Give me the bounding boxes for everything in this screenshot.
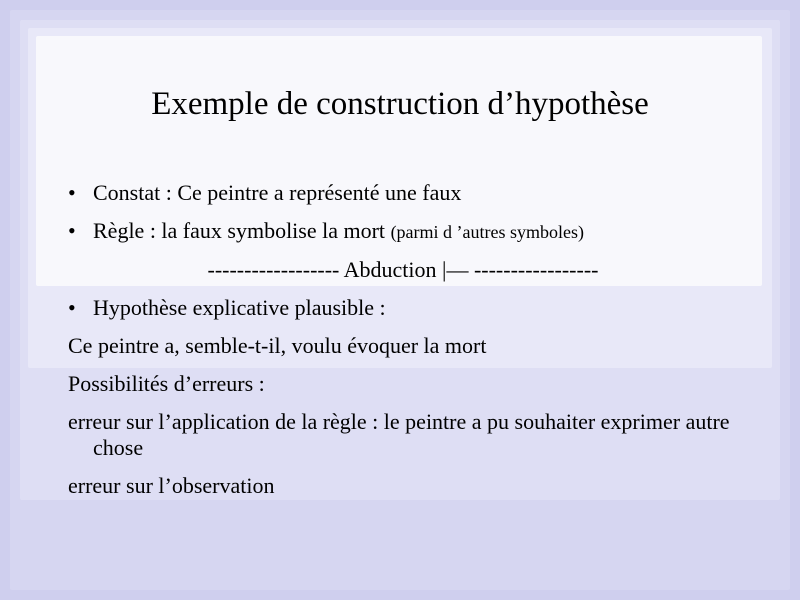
bullet-constat [68,180,768,206]
bullet-text: Hypothèse explicative plausible : [93,295,386,320]
text-line-erreur-regle: erreur sur l’application de la règle : le peintre a pu souhaiter exprimer autre chose [68,409,730,460]
text-line-erreur-observation: erreur sur l’observation [68,473,275,498]
bullet-marker: • [68,218,76,243]
text-line-possibilites: Possibilités d’erreurs : [68,371,265,396]
slide-body [68,180,768,511]
slide-title: Exemple de construction d’hypothèse [151,86,649,122]
abduction-separator: ------------------ Abduction |— ----------------- [207,257,599,282]
bullet-regle [68,218,768,245]
bullet-marker: • [68,295,76,320]
text-line-conclusion: Ce peintre a, semble-t-il, voulu évoquer la mort [68,333,487,358]
bullet-marker: • [68,180,76,205]
bullet-text: Constat : Ce peintre a représenté une faux [93,180,462,205]
bullet-aside: (parmi d ’autres symboles) [390,222,585,242]
bullet-text: Règle : la faux symbolise la mort [93,218,391,243]
bullet-hypothese [68,295,768,321]
